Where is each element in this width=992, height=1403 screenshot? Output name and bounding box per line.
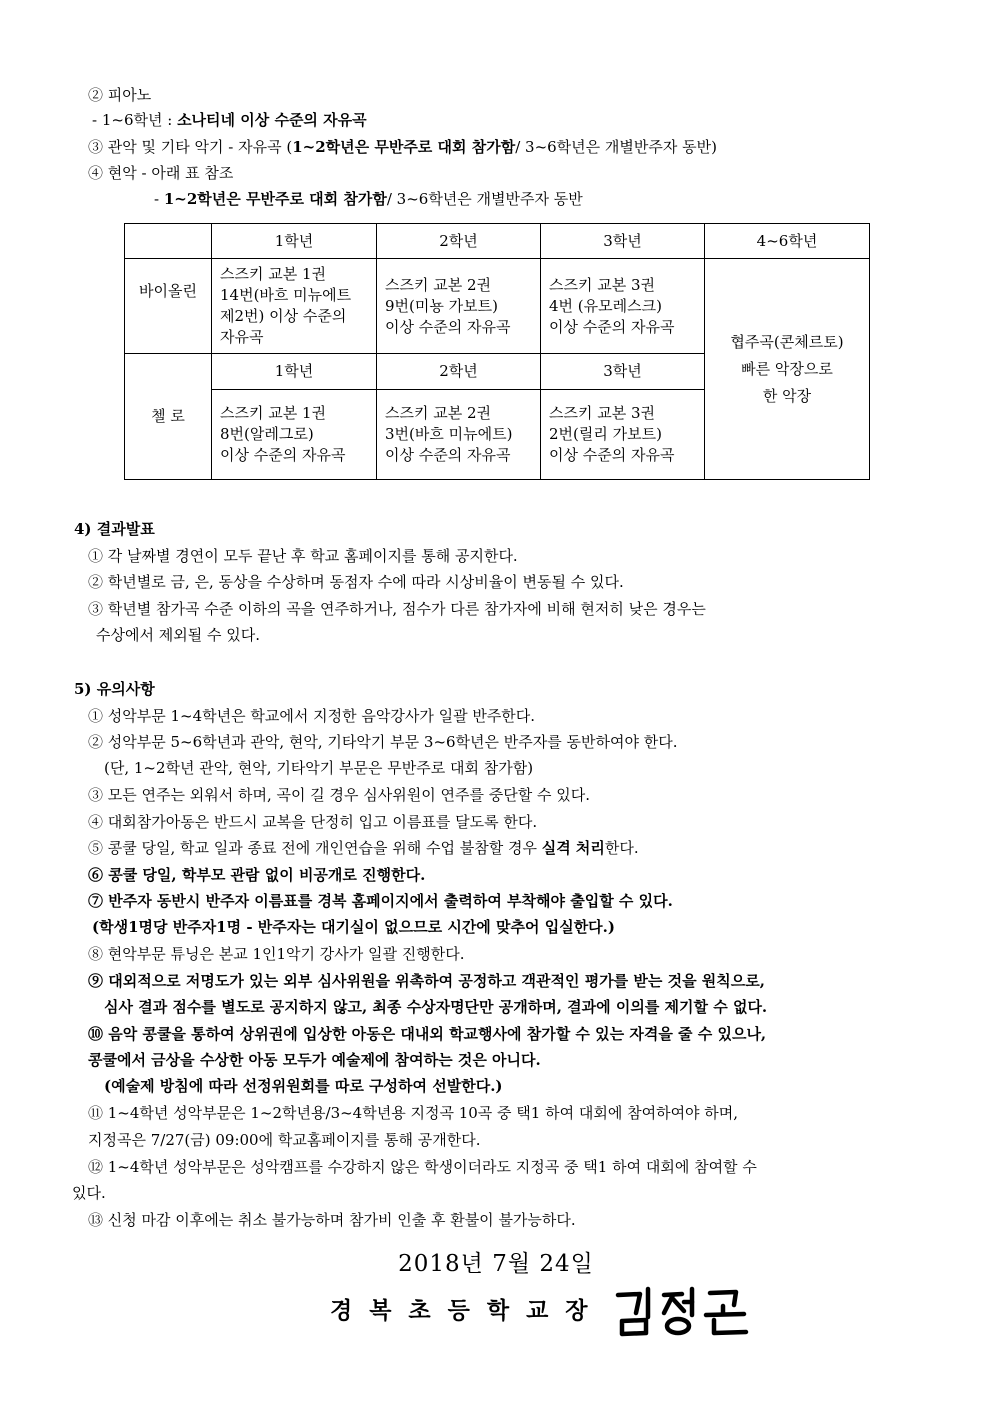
piano-sub-prefix: - 1~6학년 : — [92, 111, 178, 129]
violin-g2-line: 9번(미뇽 가보트) — [385, 296, 498, 315]
violin-g1-line: 스즈키 교본 1권 — [220, 265, 327, 284]
note-8: ⑧ 현악부문 튜닝은 본교 1인1악기 강사가 일괄 진행한다. — [88, 945, 465, 963]
note-4: ④ 대회참가아동은 반드시 교복을 단정히 입고 이름표를 달도록 한다. — [88, 813, 538, 831]
violin-g1-line: 14번(바흐 미뉴에트 — [220, 286, 352, 305]
violin-g3-line: 스즈키 교본 3권 — [549, 275, 656, 294]
note-12-cont: 있다. — [72, 1184, 106, 1202]
cello-g3-line: 2번(릴리 가보트) — [549, 424, 662, 443]
note-5-bold: 실격 처리 — [541, 839, 605, 857]
document-date: 2018년 7월 24일 — [398, 1251, 594, 1277]
results-heading: 4) 결과발표 — [74, 520, 155, 538]
note-5-suffix: 한다. — [604, 839, 639, 857]
note-5-prefix: ⑤ 콩쿨 당일, 학교 일과 종료 전에 개인연습을 위해 수업 불참할 경우 — [88, 839, 542, 857]
violin-grade1-cell — [212, 259, 377, 354]
cello-g1-line: 스즈키 교본 1권 — [220, 403, 327, 422]
upper-line: 협주곡(콘체르토) — [730, 332, 844, 351]
grade3-header: 3학년 — [541, 224, 705, 259]
principal-signature-seal — [606, 1283, 766, 1339]
violin-g3-line: 4번 (유모레스크) — [549, 296, 662, 315]
cello-g2-line: 이상 수준의 자유곡 — [385, 445, 511, 464]
note-7-cont: (학생1명당 반주자1명 - 반주자는 대기실이 없으므로 시간에 맞추어 입실한다.) — [92, 918, 615, 936]
violin-g1-line: 자유곡 — [220, 328, 264, 347]
strings-sub-prefix: - — [154, 190, 164, 208]
note-1: ① 성악부문 1~4학년은 학교에서 지정한 음악강사가 일괄 반주한다. — [88, 707, 536, 725]
strings-sub-suffix: / 3~6학년은 개별반주자 동반 — [386, 190, 583, 208]
grade4-6-header: 4~6학년 — [705, 224, 870, 259]
cello-grade3-cell — [541, 389, 705, 479]
violin-header-row — [125, 224, 870, 259]
note-11-cont: 지정곡은 7/27(금) 09:00에 학교홈페이지를 통해 공개한다. — [88, 1131, 481, 1149]
notes-heading: 5) 유의사항 — [74, 680, 155, 698]
strings-sub-bold: 1~2학년은 무반주로 대회 참가함 — [163, 190, 387, 208]
violin-label: 바이올린 — [125, 259, 212, 354]
note-2: ② 성악부문 5~6학년과 관악, 현악, 기타악기 부문 3~6학년은 반주자를 동반하여야 한다. — [88, 733, 678, 751]
strings-level-table — [124, 223, 870, 480]
cello-g3-line: 이상 수준의 자유곡 — [549, 445, 675, 464]
note-10-cont-2: (예술제 방침에 따라 선정위원회를 따로 구성하여 선발한다.) — [104, 1077, 503, 1095]
violin-g2-line: 스즈키 교본 2권 — [385, 275, 492, 294]
cello-grade1-header: 1학년 — [212, 354, 377, 389]
note-10-cont: 콩쿨에서 금상을 수상한 아동 모두가 예술제에 참여하는 것은 아니다. — [88, 1051, 541, 1069]
brass-bold: 1~2학년은 무반주로 대회 참가함 — [292, 138, 516, 156]
blank-header-cell — [125, 224, 212, 259]
strings-item: ④ 현악 - 아래 표 참조 — [88, 164, 234, 182]
brass-suffix: / 3~6학년은 개별반주자 동반) — [515, 138, 717, 156]
piano-item: ② 피아노 — [88, 86, 152, 104]
violin-g1-line: 제2번) 이상 수준의 — [220, 307, 347, 326]
cello-g1-line: 이상 수준의 자유곡 — [220, 445, 346, 464]
note-13: ⑬ 신청 마감 이후에는 취소 불가능하며 참가비 인출 후 환불이 불가능하다. — [88, 1211, 576, 1229]
results-item-1: ① 각 날짜별 경연이 모두 끝난 후 학교 홈페이지를 통해 공지한다. — [88, 547, 518, 565]
note-7: ⑦ 반주자 동반시 반주자 이름표를 경복 홈페이지에서 출력하여 부착해야 출입할 수 있다. — [88, 892, 673, 910]
note-9: ⑨ 대외적으로 저명도가 있는 외부 심사위원을 위촉하여 공정하고 객관적인 평가를 받는 것을 원칙으로, — [88, 972, 765, 990]
cello-g2-line: 3번(바흐 미뉴에트) — [385, 424, 513, 443]
brass-item — [88, 136, 717, 158]
note-3: ③ 모든 연주는 외워서 하며, 곡이 길 경우 심사위원이 연주를 중단할 수 있다. — [88, 786, 590, 804]
upper-line: 빠른 악장으로 — [741, 359, 833, 378]
cello-g3-line: 스즈키 교본 3권 — [549, 403, 656, 422]
cello-g1-line: 8번(알레그로) — [220, 424, 314, 443]
cello-grade1-cell — [212, 389, 377, 479]
note-12: ⑫ 1~4학년 성악부문은 성악캠프를 수강하지 않은 학생이더라도 지정곡 중 택1 하여 대회에 참여할 수 — [88, 1158, 757, 1176]
strings-sub — [154, 188, 583, 210]
note-10: ⑩ 음악 콩쿨을 통하여 상위권에 입상한 아동은 대내외 학교행사에 참가할 수 있는 자격을 줄 수 있으나, — [88, 1025, 767, 1043]
note-11: ⑪ 1~4학년 성악부문은 1~2학년용/3~4학년용 지정곡 10곡 중 택1 하여 대회에 참여하여야 하며, — [88, 1104, 739, 1122]
violin-g3-line: 이상 수준의 자유곡 — [549, 317, 675, 336]
cello-grade2-header: 2학년 — [377, 354, 541, 389]
results-item-3-cont: 수상에서 제외될 수 있다. — [96, 626, 260, 644]
cello-label: 첼 로 — [125, 354, 212, 480]
grade1-header: 1학년 — [212, 224, 377, 259]
note-9-cont: 심사 결과 점수를 별도로 공지하지 않고, 최종 수상자명단만 공개하며, 결과에 이의를 제기할 수 없다. — [104, 998, 768, 1016]
upper-line: 한 악장 — [762, 386, 812, 405]
upper-grade-cell — [705, 259, 870, 480]
piano-sub — [92, 109, 367, 131]
violin-grade2-cell — [377, 259, 541, 354]
grade2-header: 2학년 — [377, 224, 541, 259]
violin-grade3-cell — [541, 259, 705, 354]
note-6: ⑥ 콩쿨 당일, 학부모 관람 없이 비공개로 진행한다. — [88, 866, 426, 884]
brass-prefix: ③ 관악 및 기타 악기 - 자유곡 ( — [88, 138, 293, 156]
piano-sub-bold: 소나티네 이상 수준의 자유곡 — [177, 111, 367, 129]
cello-grade3-header: 3학년 — [541, 354, 705, 389]
note-5 — [88, 837, 639, 859]
violin-row — [125, 259, 870, 354]
violin-g2-line: 이상 수준의 자유곡 — [385, 317, 511, 336]
results-item-3: ③ 학년별 참가곡 수준 이하의 곡을 연주하거나, 점수가 다른 참가자에 비해 현저히 낮은 경우는 — [88, 600, 706, 618]
cello-g2-line: 스즈키 교본 2권 — [385, 403, 492, 422]
principal-title: 경복초등학교장 — [330, 1297, 605, 1324]
note-2-cont: (단, 1~2학년 관악, 현악, 기타악기 부문은 무반주로 대회 참가함) — [104, 759, 534, 777]
results-item-2: ② 학년별로 금, 은, 동상을 수상하며 동점자 수에 따라 시상비율이 변동될 수 있다. — [88, 573, 624, 591]
cello-grade2-cell — [377, 389, 541, 479]
